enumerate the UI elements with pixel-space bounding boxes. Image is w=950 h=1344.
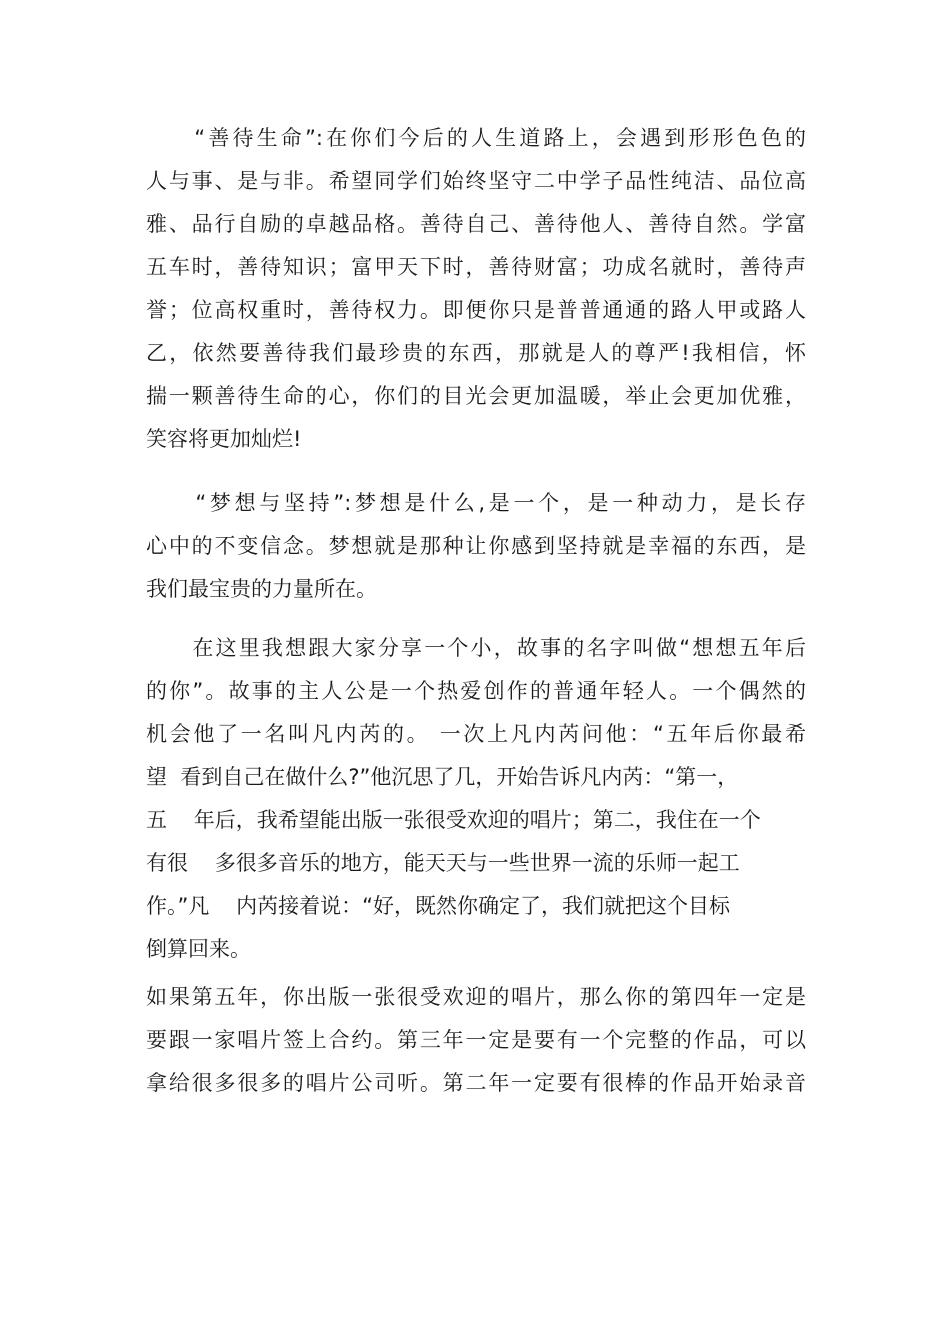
text-line: 雅、品行自励的卓越品格。善待自己、善待他人、善待自然。学富 xyxy=(146,212,806,236)
text-line: 的你”。故事的主人公是一个热爱创作的普通年轻人。一个偶然的 xyxy=(146,679,806,703)
text-line: 心中的不变信念。梦想就是那种让你感到坚持就是幸福的东西，是 xyxy=(146,534,806,558)
text-line: 机会他了一名叫凡内芮的。 一次上凡内芮问他：“五年后你最希 xyxy=(146,722,806,746)
text-line: 如果第五年，你出版一张很受欢迎的唱片，那么你的第四年一定是 xyxy=(146,985,806,1009)
text-line: 五 年后，我希望能出版一张很受欢迎的唱片；第二，我住在一个 xyxy=(146,808,761,832)
text-line: 五车时，善待知识；富甲天下时，善待财富；功成名就时，善待声 xyxy=(146,255,806,279)
text-line: 揣一颗善待生命的心，你们的目光会更加温暖，举止会更加优雅， xyxy=(146,384,806,408)
text-line: 笑容将更加灿烂! xyxy=(146,427,302,451)
text-line: 有很 多很多音乐的地方，能天天与一些世界一流的乐师一起工 xyxy=(146,851,740,875)
text-line: 人与事、是与非。希望同学们始终坚守二中学子品性纯洁、品位高 xyxy=(146,169,806,193)
text-line: 要跟一家唱片签上合约。第三年一定是要有一个完整的作品，可以 xyxy=(146,1028,806,1052)
text-line: 拿给很多很多的唱片公司听。第二年一定要有很棒的作品开始录音 xyxy=(146,1071,806,1095)
text-line: 在这里我想跟大家分享一个小，故事的名字叫做“想想五年后 xyxy=(146,636,806,660)
text-line: 誉；位高权重时，善待权力。即便你只是普普通通的路人甲或路人 xyxy=(146,298,806,322)
text-line: 我们最宝贵的力量所在。 xyxy=(146,577,377,601)
text-line: 乙，依然要善待我们最珍贵的东西，那就是人的尊严!我相信，怀 xyxy=(146,341,806,365)
text-line: “梦想与坚持”:梦想是什么,是一个，是一种动力，是长存 xyxy=(146,491,806,515)
text-line: 望 看到自己在做什么?”他沉思了几，开始告诉凡内芮：“第一， xyxy=(146,765,739,789)
text-line: “善待生命”:在你们今后的人生道路上，会遇到形形色色的 xyxy=(146,126,806,150)
text-line: 倒算回来。 xyxy=(146,937,251,961)
text-line: 作。”凡 内芮接着说：“好，既然你确定了，我们就把这个目标 xyxy=(146,894,730,918)
